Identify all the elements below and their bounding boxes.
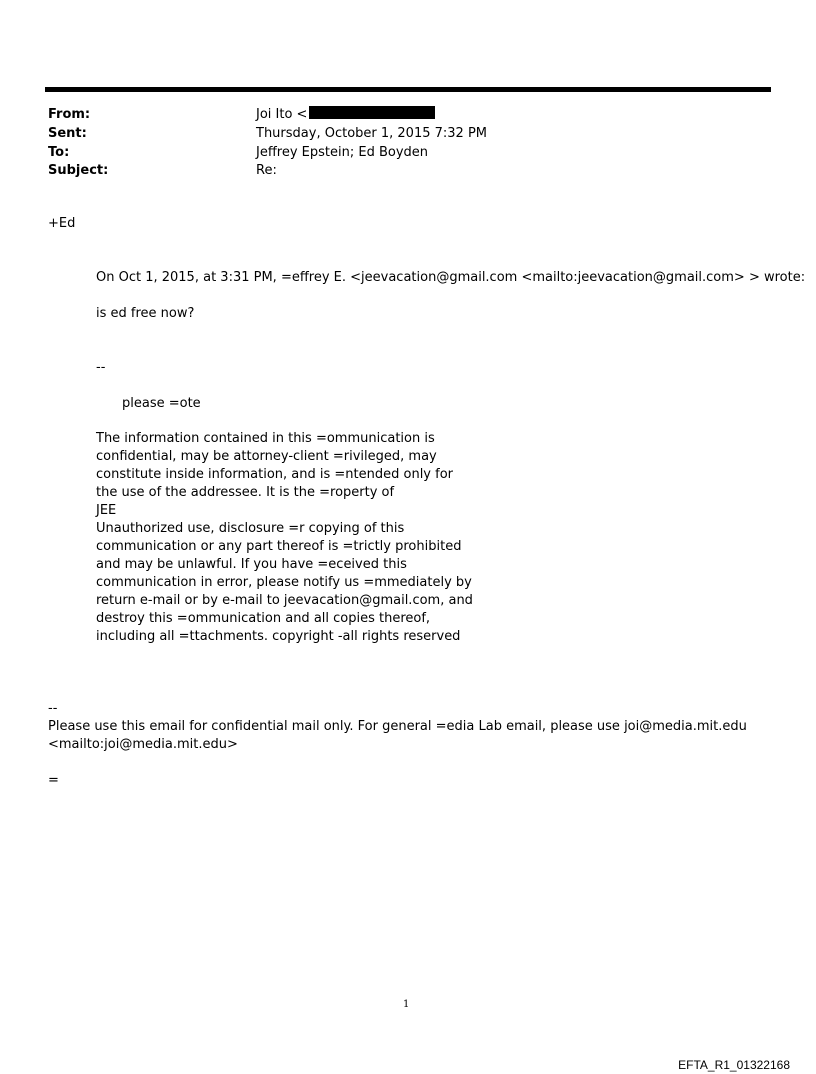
- disclaimer-line: communication in error, please notify us =mmediately by: [96, 575, 472, 590]
- confidentiality-disclaimer: [96, 430, 473, 646]
- quote-separator: --: [96, 360, 106, 375]
- to-row: [48, 144, 648, 162]
- disclaimer-line: communication or any part thereof is =trictly prohibited: [96, 539, 462, 554]
- disclaimer-line: confidential, may be attorney-client =rivileged, may: [96, 449, 437, 464]
- sent-value: Thursday, October 1, 2015 7:32 PM: [256, 126, 488, 141]
- trailing-equals: =: [48, 773, 59, 788]
- redaction-bar: [309, 106, 435, 119]
- signature-separator: --: [48, 701, 58, 716]
- quoted-question: is ed free now?: [96, 306, 195, 321]
- subject-row: [48, 162, 648, 180]
- document-id: EFTA_R1_01322168: [678, 1058, 790, 1072]
- from-label: From:: [48, 107, 91, 122]
- page-number: 1: [403, 999, 410, 1010]
- disclaimer-line: destroy this =ommunication and all copies thereof,: [96, 611, 431, 626]
- subject-label: Subject:: [48, 163, 109, 178]
- disclaimer-line: the use of the addressee. It is the =roperty of: [96, 485, 395, 500]
- to-label: To:: [48, 145, 70, 160]
- subject-value: Re:: [256, 163, 277, 178]
- please-note: please =ote: [122, 396, 201, 411]
- from-value: Joi Ito <: [256, 106, 435, 124]
- from-row: [48, 106, 648, 124]
- disclaimer-line: JEE: [96, 503, 117, 518]
- quote-intro: On Oct 1, 2015, at 3:31 PM, =effrey E. <jeevacation@gmail.com <mailto:jeevacation@gmail.com> > wrote:: [96, 270, 806, 285]
- disclaimer-line: return e-mail or by e-mail to jeevacation@gmail.com, and: [96, 593, 473, 608]
- signature-line: Please use this email for confidential mail only. For general =edia Lab email, please use joi@media.mit.edu: [48, 719, 747, 734]
- disclaimer-line: Unauthorized use, disclosure =r copying of this: [96, 521, 405, 536]
- disclaimer-line: including all =ttachments. copyright -all rights reserved: [96, 629, 461, 644]
- greeting: +Ed: [48, 216, 76, 231]
- sent-label: Sent:: [48, 126, 87, 141]
- header-rule: [45, 87, 771, 92]
- to-value: Jeffrey Epstein; Ed Boyden: [256, 145, 429, 160]
- disclaimer-line: and may be unlawful. If you have =eceived this: [96, 557, 407, 572]
- signature-mailto: <mailto:joi@media.mit.edu>: [48, 737, 238, 752]
- disclaimer-line: constitute inside information, and is =ntended only for: [96, 467, 454, 482]
- disclaimer-line: The information contained in this =ommunication is: [96, 431, 435, 446]
- sent-row: [48, 125, 648, 143]
